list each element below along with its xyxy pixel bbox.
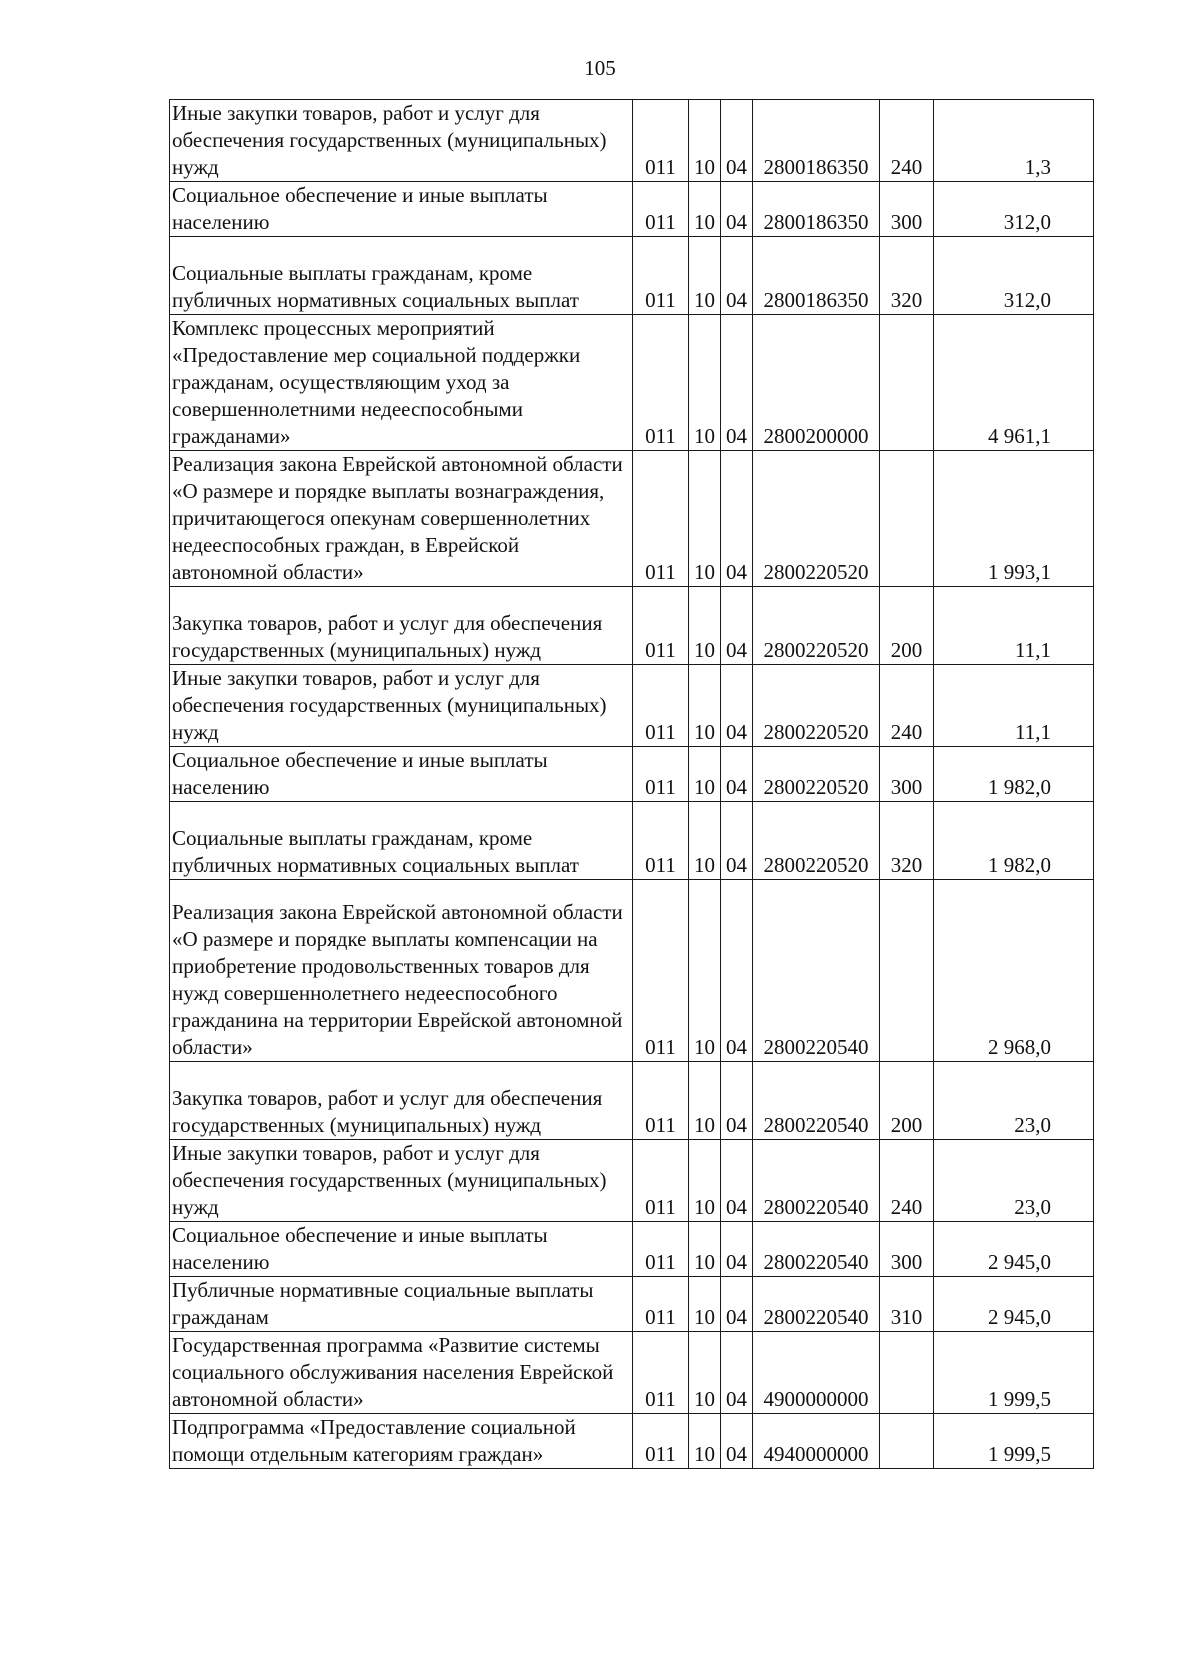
subsection-code-cell: 04 [721,587,753,665]
expense-type-cell: 240 [880,665,934,747]
target-article-cell: 2800200000 [753,315,880,451]
expense-type-cell: 200 [880,587,934,665]
ministry-code-cell: 011 [633,747,689,802]
subsection-code-cell: 04 [721,802,753,880]
target-article-cell: 2800186350 [753,237,880,315]
subsection-code-cell: 04 [721,237,753,315]
expense-name-cell: Социальное обеспечение и иные выплаты населению [170,1222,633,1277]
subsection-code-cell: 04 [721,1140,753,1222]
table-row [170,182,1094,237]
section-code-cell: 10 [689,1062,721,1140]
amount-cell: 1 993,1 [934,451,1094,587]
table-row [170,451,1094,587]
ministry-code-cell: 011 [633,315,689,451]
expense-type-cell: 300 [880,747,934,802]
expense-type-cell: 240 [880,100,934,182]
ministry-code-cell: 011 [633,1222,689,1277]
table-row [170,100,1094,182]
table-row [170,587,1094,665]
expense-name-cell: Иные закупки товаров, работ и услуг для обеспечения государственных (муниципальных) нужд [170,665,633,747]
table-row [170,237,1094,315]
ministry-code-cell: 011 [633,1277,689,1332]
ministry-code-cell: 011 [633,1140,689,1222]
subsection-code-cell: 04 [721,182,753,237]
section-code-cell: 10 [689,100,721,182]
expense-name-cell: Закупка товаров, работ и услуг для обеспечения государственных (муниципальных) нужд [170,1062,633,1140]
expense-name-cell: Закупка товаров, работ и услуг для обеспечения государственных (муниципальных) нужд [170,587,633,665]
section-code-cell: 10 [689,1332,721,1414]
section-code-cell: 10 [689,315,721,451]
ministry-code-cell: 011 [633,1332,689,1414]
expense-name-cell: Государственная программа «Развитие системы социального обслуживания населения Еврейской автономной области» [170,1332,633,1414]
budget-table [169,99,1094,1469]
section-code-cell: 10 [689,880,721,1062]
amount-cell: 23,0 [934,1140,1094,1222]
amount-cell: 312,0 [934,182,1094,237]
expense-name-cell: Социальное обеспечение и иные выплаты населению [170,182,633,237]
expense-name-cell: Публичные нормативные социальные выплаты гражданам [170,1277,633,1332]
expense-name-cell: Социальные выплаты гражданам, кроме публичных нормативных социальных выплат [170,802,633,880]
target-article-cell: 2800220520 [753,747,880,802]
subsection-code-cell: 04 [721,451,753,587]
target-article-cell: 2800220540 [753,1277,880,1332]
target-article-cell: 2800220520 [753,587,880,665]
ministry-code-cell: 011 [633,665,689,747]
amount-cell: 312,0 [934,237,1094,315]
section-code-cell: 10 [689,182,721,237]
subsection-code-cell: 04 [721,100,753,182]
amount-cell: 1 999,5 [934,1332,1094,1414]
subsection-code-cell: 04 [721,665,753,747]
section-code-cell: 10 [689,451,721,587]
expense-type-cell: 300 [880,182,934,237]
amount-cell: 1 982,0 [934,747,1094,802]
expense-type-cell [880,880,934,1062]
amount-cell: 2 968,0 [934,880,1094,1062]
subsection-code-cell: 04 [721,315,753,451]
expense-name-cell: Социальные выплаты гражданам, кроме публичных нормативных социальных выплат [170,237,633,315]
target-article-cell: 2800220540 [753,1062,880,1140]
amount-cell: 2 945,0 [934,1222,1094,1277]
table-row [170,1222,1094,1277]
target-article-cell: 2800220520 [753,451,880,587]
section-code-cell: 10 [689,802,721,880]
target-article-cell: 2800186350 [753,182,880,237]
subsection-code-cell: 04 [721,1332,753,1414]
expense-type-cell: 240 [880,1140,934,1222]
amount-cell: 2 945,0 [934,1277,1094,1332]
subsection-code-cell: 04 [721,747,753,802]
subsection-code-cell: 04 [721,1062,753,1140]
table-row [170,1277,1094,1332]
expense-type-cell [880,451,934,587]
amount-cell: 23,0 [934,1062,1094,1140]
subsection-code-cell: 04 [721,1414,753,1469]
ministry-code-cell: 011 [633,1062,689,1140]
ministry-code-cell: 011 [633,880,689,1062]
ministry-code-cell: 011 [633,587,689,665]
section-code-cell: 10 [689,747,721,802]
target-article-cell: 2800186350 [753,100,880,182]
expense-name-cell: Социальное обеспечение и иные выплаты населению [170,747,633,802]
expense-type-cell: 200 [880,1062,934,1140]
table-row [170,1140,1094,1222]
amount-cell: 11,1 [934,665,1094,747]
target-article-cell: 2800220540 [753,1140,880,1222]
table-row [170,1062,1094,1140]
expense-type-cell: 310 [880,1277,934,1332]
page-number: 105 [584,56,616,80]
amount-cell: 1 982,0 [934,802,1094,880]
table-row [170,802,1094,880]
ministry-code-cell: 011 [633,237,689,315]
table-row [170,1414,1094,1469]
ministry-code-cell: 011 [633,182,689,237]
section-code-cell: 10 [689,1277,721,1332]
ministry-code-cell: 011 [633,1414,689,1469]
target-article-cell: 2800220520 [753,802,880,880]
subsection-code-cell: 04 [721,880,753,1062]
target-article-cell: 2800220520 [753,665,880,747]
target-article-cell: 2800220540 [753,1222,880,1277]
amount-cell: 1 999,5 [934,1414,1094,1469]
expense-name-cell: Подпрограмма «Предоставление социальной помощи отдельным категориям граждан» [170,1414,633,1469]
expense-type-cell [880,1332,934,1414]
amount-cell: 1,3 [934,100,1094,182]
subsection-code-cell: 04 [721,1277,753,1332]
expense-type-cell [880,315,934,451]
section-code-cell: 10 [689,587,721,665]
subsection-code-cell: 04 [721,1222,753,1277]
target-article-cell: 4900000000 [753,1332,880,1414]
expense-name-cell: Реализация закона Еврейской автономной области «О размере и порядке выплаты компенсации на приобретение продовольственных товаров для нужд совершеннолетнего недееспособного гражданина на территории Еврейской автономной области» [170,880,633,1062]
expense-type-cell [880,1414,934,1469]
table-row [170,880,1094,1062]
ministry-code-cell: 011 [633,451,689,587]
expense-name-cell: Комплекс процессных мероприятий «Предоставление мер социальной поддержки гражданам, осуществляющим уход за совершеннолетними недееспособными гражданами» [170,315,633,451]
amount-cell: 4 961,1 [934,315,1094,451]
section-code-cell: 10 [689,237,721,315]
table-body [170,100,1094,1469]
table-row [170,747,1094,802]
section-code-cell: 10 [689,1222,721,1277]
expense-name-cell: Иные закупки товаров, работ и услуг для обеспечения государственных (муниципальных) нужд [170,1140,633,1222]
target-article-cell: 4940000000 [753,1414,880,1469]
section-code-cell: 10 [689,1140,721,1222]
section-code-cell: 10 [689,1414,721,1469]
expense-type-cell: 320 [880,237,934,315]
expense-name-cell: Иные закупки товаров, работ и услуг для обеспечения государственных (муниципальных) нужд [170,100,633,182]
expense-name-cell: Реализация закона Еврейской автономной области «О размере и порядке выплаты вознаграждения, причитающегося опекунам совершеннолетних недееспособных граждан, в Еврейской автономной области» [170,451,633,587]
table-row [170,315,1094,451]
amount-cell: 11,1 [934,587,1094,665]
target-article-cell: 2800220540 [753,880,880,1062]
ministry-code-cell: 011 [633,100,689,182]
table-row [170,665,1094,747]
expense-type-cell: 300 [880,1222,934,1277]
section-code-cell: 10 [689,665,721,747]
ministry-code-cell: 011 [633,802,689,880]
expense-type-cell: 320 [880,802,934,880]
table-row [170,1332,1094,1414]
